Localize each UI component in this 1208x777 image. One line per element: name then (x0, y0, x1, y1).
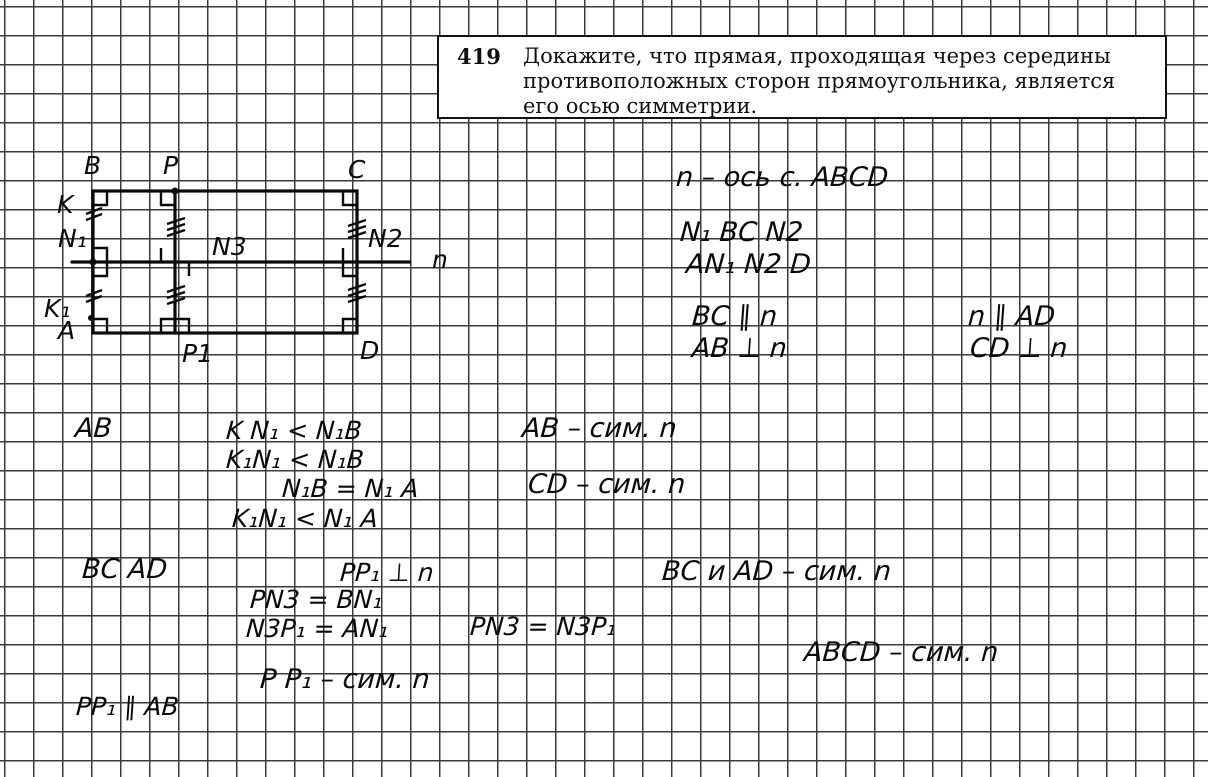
ticks-cn2 (348, 220, 366, 238)
ticks-dn2 (348, 284, 366, 302)
label-n2: N2 (368, 224, 403, 253)
problem-number: 419 (457, 44, 501, 69)
label-n1: N₁ (58, 224, 87, 253)
note-cd-perp-n: CD ⊥ n (968, 333, 1069, 364)
label-p1: P1 (182, 339, 213, 368)
ticks-p1n3 (167, 286, 185, 304)
label-b: B (84, 151, 102, 180)
note-pp1-parallel-ab: PP₁ ∥ AB (75, 692, 180, 721)
label-k1: K₁ (44, 294, 71, 323)
note-ab: AB (73, 413, 114, 444)
label-a: A (58, 316, 76, 345)
problem-text: Докажите, что прямая, проходящая через середины противоположных сторон прямоугольника, является его осью симметрии. (523, 44, 1116, 118)
right-angle-mark-c (343, 191, 357, 205)
note-n3p1-an1: N3P₁ = AN₁ (245, 614, 390, 643)
point-p (172, 188, 179, 195)
label-k: K (57, 190, 74, 219)
note-bc-ad-symmetric: BC и AD – сим. n (660, 556, 893, 587)
note-n-parallel-ad: n ∥ AD (966, 301, 1057, 332)
note-n1-bc-n2: N₁ BC N2 (678, 217, 805, 248)
right-angle-mark-d (343, 319, 357, 333)
note-n1b-n1a: N₁B = N₁ A (281, 474, 420, 503)
label-n: n (432, 245, 448, 274)
note-k1n1-n1a: K₁N₁ < N₁ A (231, 504, 379, 533)
point-n1 (90, 259, 97, 266)
note-an1-n2-d: AN₁ N2 D (684, 249, 812, 280)
note-bc-parallel-n: BC ∥ n (690, 301, 779, 332)
note-ab-perp-n: AB ⊥ n (690, 333, 788, 364)
ticks-pn3 (167, 218, 185, 236)
note-ab-symmetric: AB – сим. n (520, 413, 678, 444)
note-axis-definition: n – ось с. ABCD (674, 162, 890, 193)
label-p: P (163, 151, 179, 180)
note-pn3-bn1: PN3 = BN₁ (249, 585, 384, 614)
note-pn3-n3p1: PN3 = N3P₁ (469, 612, 618, 641)
label-c: C (348, 155, 366, 184)
label-n3: N3 (212, 232, 247, 261)
note-k1n1-n1b: K₁N₁ < N₁B (225, 445, 365, 474)
right-angle-mark-a (93, 319, 107, 333)
note-cd-symmetric: CD – сим. n (526, 469, 687, 500)
right-angle-mark-b (93, 191, 107, 205)
note-abcd-symmetric: ABCD – сим. n (802, 637, 1000, 668)
note-pp1-perp-n: PP₁ ⊥ n (339, 558, 435, 587)
note-kn1-n1b: K N₁ < N₁B (225, 416, 363, 445)
point-k1 (88, 315, 94, 321)
note-p-p1-symmetric: P P₁ – сим. n (258, 664, 431, 695)
note-bc-ad: BC AD (80, 554, 169, 585)
label-d: D (360, 336, 380, 365)
